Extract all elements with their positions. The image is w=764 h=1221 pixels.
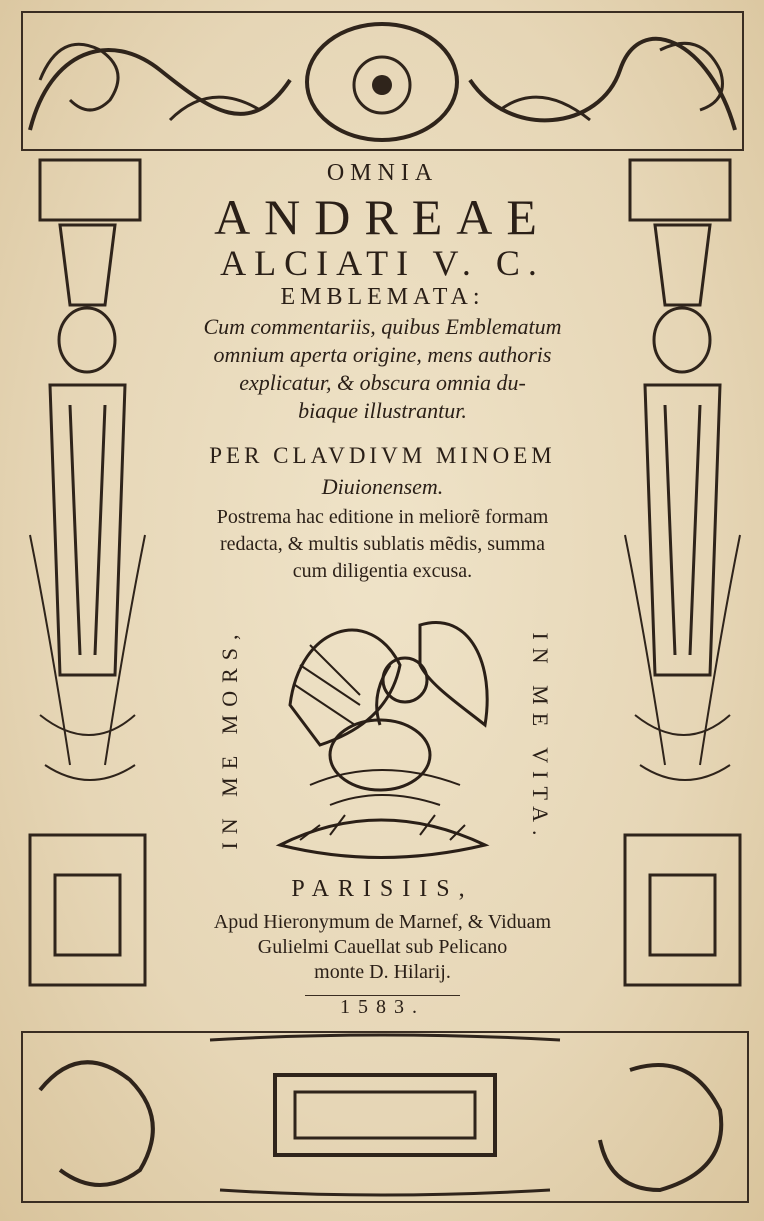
title-alciati: ALCIATI V. C. <box>220 243 545 283</box>
pelican-device-image <box>270 605 495 870</box>
title-emblemata: EMBLEMATA: <box>280 284 485 310</box>
imprint-line: Gulielmi Cauellat sub Pelicano <box>257 936 508 958</box>
subtitle-line: explicatur, & obscura omnia du- <box>239 370 526 395</box>
publication-year: 1583. <box>340 996 425 1018</box>
author-origin: Diuionensem. <box>321 474 444 499</box>
edition-note-line: Postrema hac editione in meliorẽ formam <box>216 506 549 528</box>
woodcut-border-bottom <box>20 1030 750 1210</box>
imprint-line: Apud Hieronymum de Marnef, & Viduam <box>213 911 552 933</box>
device-motto-right: IN ME VITA. <box>528 632 553 844</box>
subtitle-line: biaque illustrantur. <box>298 398 467 423</box>
woodcut-border-left-pillar <box>20 155 155 1025</box>
edition-note-line: redacta, & multis sublatis mẽdis, summa <box>220 533 545 555</box>
imprint-city: PARISIIS, <box>291 876 474 902</box>
woodcut-border-top <box>20 10 745 155</box>
subtitle-line: Cum commentariis, quibus Emblematum <box>203 314 562 339</box>
title-andreae: ANDREAE <box>214 189 551 245</box>
woodcut-border-right-pillar <box>615 155 750 1025</box>
author-line: PER CLAVDIVM MINOEM <box>209 443 556 468</box>
device-motto-left: IN ME MORS, <box>217 626 242 850</box>
title-omnia: OMNIA <box>326 160 439 186</box>
imprint-line: monte D. Hilarij. <box>314 961 451 983</box>
subtitle-line: omnium aperta origine, mens authoris <box>213 342 552 367</box>
edition-note-line: cum diligentia excusa. <box>292 560 473 582</box>
